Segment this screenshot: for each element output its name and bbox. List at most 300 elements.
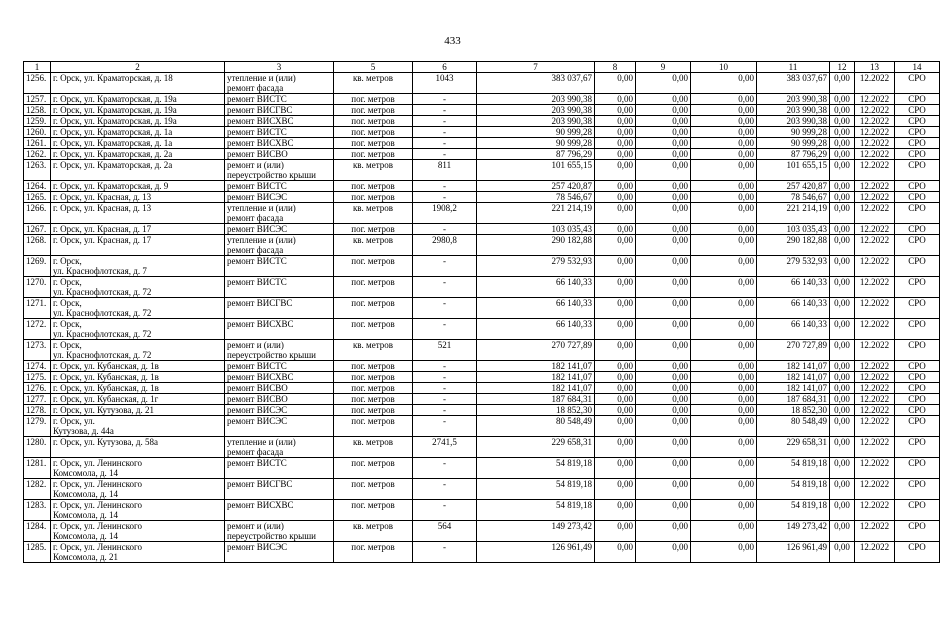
owner-funds-cell: 18 852,30 <box>757 405 830 416</box>
method-cell: СРО <box>895 340 940 361</box>
table-row <box>24 500 940 521</box>
quantity-cell: - <box>413 298 477 319</box>
method-cell: СРО <box>895 437 940 458</box>
regional-budget-cell: 0,00 <box>636 116 691 127</box>
table-row <box>24 116 940 127</box>
row-number-cell: 1276. <box>24 383 51 394</box>
total-cost-cell: 80 548,49 <box>477 416 595 437</box>
address-cell-line: г. Орск, ул. Красная, д. 17 <box>53 235 152 245</box>
work-type-cell <box>225 277 334 298</box>
owner-funds-cell: 54 819,18 <box>757 500 830 521</box>
deadline-cell: 12.2022 <box>855 405 895 416</box>
other-funds-cell: 0,00 <box>830 138 855 149</box>
address-cell <box>51 383 225 394</box>
address-cell-line: Комсомола, д. 21 <box>53 552 119 562</box>
deadline-cell: 12.2022 <box>855 127 895 138</box>
address-cell <box>51 394 225 405</box>
local-budget-cell: 0,00 <box>691 224 757 235</box>
owner-funds-cell: 203 990,38 <box>757 116 830 127</box>
other-funds-cell: 0,00 <box>830 94 855 105</box>
unit-cell: пог. метров <box>334 149 413 160</box>
quantity-cell: - <box>413 94 477 105</box>
total-cost-cell: 54 819,18 <box>477 479 595 500</box>
method-cell: СРО <box>895 405 940 416</box>
fund-cell: 0,00 <box>595 405 636 416</box>
register-table <box>23 61 940 563</box>
column-number-row <box>24 62 940 73</box>
method-cell: СРО <box>895 372 940 383</box>
deadline-cell: 12.2022 <box>855 105 895 116</box>
other-funds-cell: 0,00 <box>830 372 855 383</box>
other-funds-cell: 0,00 <box>830 319 855 340</box>
total-cost-cell: 54 819,18 <box>477 458 595 479</box>
deadline-cell: 12.2022 <box>855 340 895 361</box>
work-type-cell-line: ремонт и (или) <box>227 340 284 350</box>
deadline-cell: 12.2022 <box>855 542 895 563</box>
owner-funds-cell: 221 214,19 <box>757 203 830 224</box>
address-cell-line: г. Орск, ул. Краматорская, д. 2а <box>53 149 173 159</box>
address-cell <box>51 479 225 500</box>
quantity-cell: 2980,8 <box>413 235 477 256</box>
fund-cell: 0,00 <box>595 73 636 94</box>
table-row <box>24 542 940 563</box>
column-header: 10 <box>691 62 757 73</box>
address-cell <box>51 138 225 149</box>
address-cell-line: г. Орск, ул. Краматорская, д. 18 <box>53 73 173 83</box>
owner-funds-cell: 203 990,38 <box>757 105 830 116</box>
unit-cell: пог. метров <box>334 458 413 479</box>
work-type-cell-line: ремонт ВИСТС <box>227 256 287 266</box>
regional-budget-cell: 0,00 <box>636 340 691 361</box>
address-cell-line: г. Орск, ул. Красная, д. 13 <box>53 203 152 213</box>
quantity-cell: - <box>413 127 477 138</box>
regional-budget-cell: 0,00 <box>636 521 691 542</box>
quantity-cell: - <box>413 116 477 127</box>
other-funds-cell: 0,00 <box>830 181 855 192</box>
regional-budget-cell: 0,00 <box>636 416 691 437</box>
column-header: 13 <box>855 62 895 73</box>
work-type-cell-line: ремонт ВИСВО <box>227 394 288 404</box>
fund-cell: 0,00 <box>595 181 636 192</box>
address-cell <box>51 542 225 563</box>
regional-budget-cell: 0,00 <box>636 500 691 521</box>
quantity-cell: - <box>413 105 477 116</box>
unit-cell: пог. метров <box>334 224 413 235</box>
owner-funds-cell: 229 658,31 <box>757 437 830 458</box>
fund-cell: 0,00 <box>595 437 636 458</box>
total-cost-cell: 187 684,31 <box>477 394 595 405</box>
other-funds-cell: 0,00 <box>830 361 855 372</box>
owner-funds-cell: 78 546,67 <box>757 192 830 203</box>
quantity-cell: - <box>413 224 477 235</box>
deadline-cell: 12.2022 <box>855 319 895 340</box>
address-cell-line: Комсомола, д. 14 <box>53 510 119 520</box>
method-cell: СРО <box>895 149 940 160</box>
quantity-cell: - <box>413 416 477 437</box>
owner-funds-cell: 54 819,18 <box>757 458 830 479</box>
quantity-cell: 2741,5 <box>413 437 477 458</box>
fund-cell: 0,00 <box>595 277 636 298</box>
table-row <box>24 181 940 192</box>
work-type-cell-line: ремонт ВИСГВС <box>227 105 293 115</box>
total-cost-cell: 290 182,88 <box>477 235 595 256</box>
deadline-cell: 12.2022 <box>855 160 895 181</box>
address-cell <box>51 521 225 542</box>
column-header: 11 <box>757 62 830 73</box>
unit-cell: пог. метров <box>334 479 413 500</box>
address-cell-line: г. Орск, ул. Ленинского <box>53 500 143 510</box>
address-cell-line: г. Орск, ул. Краматорская, д. 19а <box>53 116 177 126</box>
deadline-cell: 12.2022 <box>855 372 895 383</box>
local-budget-cell: 0,00 <box>691 149 757 160</box>
work-type-cell <box>225 372 334 383</box>
quantity-cell: - <box>413 500 477 521</box>
work-type-cell <box>225 437 334 458</box>
table-row <box>24 94 940 105</box>
work-type-cell-line: ремонт фасада <box>227 213 284 223</box>
deadline-cell: 12.2022 <box>855 149 895 160</box>
method-cell: СРО <box>895 361 940 372</box>
address-cell <box>51 160 225 181</box>
other-funds-cell: 0,00 <box>830 405 855 416</box>
method-cell: СРО <box>895 224 940 235</box>
method-cell: СРО <box>895 73 940 94</box>
total-cost-cell: 257 420,87 <box>477 181 595 192</box>
quantity-cell: - <box>413 458 477 479</box>
total-cost-cell: 103 035,43 <box>477 224 595 235</box>
work-type-cell-line: утепление и (или) <box>227 235 296 245</box>
row-number-cell: 1273. <box>24 340 51 361</box>
method-cell: СРО <box>895 94 940 105</box>
unit-cell: пог. метров <box>334 361 413 372</box>
work-type-cell-line: ремонт ВИСТС <box>227 181 287 191</box>
column-header: 8 <box>595 62 636 73</box>
address-cell-line: Комсомола, д. 14 <box>53 468 119 478</box>
regional-budget-cell: 0,00 <box>636 372 691 383</box>
method-cell: СРО <box>895 181 940 192</box>
row-number-cell: 1264. <box>24 181 51 192</box>
row-number-cell: 1278. <box>24 405 51 416</box>
regional-budget-cell: 0,00 <box>636 256 691 277</box>
other-funds-cell: 0,00 <box>830 160 855 181</box>
table-row <box>24 277 940 298</box>
quantity-cell: - <box>413 542 477 563</box>
owner-funds-cell: 279 532,93 <box>757 256 830 277</box>
table-row <box>24 192 940 203</box>
quantity-cell: - <box>413 138 477 149</box>
total-cost-cell: 66 140,33 <box>477 298 595 319</box>
local-budget-cell: 0,00 <box>691 94 757 105</box>
deadline-cell: 12.2022 <box>855 437 895 458</box>
address-cell-line: г. Орск, ул. Кубанская, д. 1г <box>53 394 159 404</box>
fund-cell: 0,00 <box>595 105 636 116</box>
table-row <box>24 458 940 479</box>
work-type-cell-line: ремонт ВИСГВС <box>227 479 293 489</box>
address-cell-line: г. Орск, ул. Кутузова, д. 58а <box>53 437 158 447</box>
column-header: 5 <box>334 62 413 73</box>
fund-cell: 0,00 <box>595 361 636 372</box>
owner-funds-cell: 103 035,43 <box>757 224 830 235</box>
deadline-cell: 12.2022 <box>855 458 895 479</box>
fund-cell: 0,00 <box>595 203 636 224</box>
table-row <box>24 105 940 116</box>
address-cell-line: г. Орск, ул. Кубанская, д. 1в <box>53 361 159 371</box>
work-type-cell-line: ремонт ВИСТС <box>227 94 287 104</box>
address-cell <box>51 94 225 105</box>
regional-budget-cell: 0,00 <box>636 235 691 256</box>
local-budget-cell: 0,00 <box>691 437 757 458</box>
work-type-cell <box>225 458 334 479</box>
table-row <box>24 138 940 149</box>
regional-budget-cell: 0,00 <box>636 405 691 416</box>
row-number-cell: 1282. <box>24 479 51 500</box>
work-type-cell <box>225 149 334 160</box>
deadline-cell: 12.2022 <box>855 394 895 405</box>
address-cell <box>51 149 225 160</box>
address-cell <box>51 298 225 319</box>
address-cell-line: г. Орск, ул. Краматорская, д. 19а <box>53 105 177 115</box>
address-cell <box>51 416 225 437</box>
address-cell <box>51 256 225 277</box>
work-type-cell <box>225 181 334 192</box>
quantity-cell: 564 <box>413 521 477 542</box>
table-row <box>24 256 940 277</box>
address-cell-line: Комсомола, д. 14 <box>53 531 119 541</box>
unit-cell: пог. метров <box>334 500 413 521</box>
deadline-cell: 12.2022 <box>855 224 895 235</box>
local-budget-cell: 0,00 <box>691 277 757 298</box>
work-type-cell-line: ремонт ВИСГВС <box>227 298 293 308</box>
method-cell: СРО <box>895 105 940 116</box>
method-cell: СРО <box>895 416 940 437</box>
regional-budget-cell: 0,00 <box>636 203 691 224</box>
total-cost-cell: 101 655,15 <box>477 160 595 181</box>
fund-cell: 0,00 <box>595 416 636 437</box>
owner-funds-cell: 187 684,31 <box>757 394 830 405</box>
owner-funds-cell: 66 140,33 <box>757 319 830 340</box>
deadline-cell: 12.2022 <box>855 203 895 224</box>
local-budget-cell: 0,00 <box>691 235 757 256</box>
work-type-cell <box>225 224 334 235</box>
regional-budget-cell: 0,00 <box>636 94 691 105</box>
fund-cell: 0,00 <box>595 340 636 361</box>
local-budget-cell: 0,00 <box>691 372 757 383</box>
total-cost-cell: 270 727,89 <box>477 340 595 361</box>
regional-budget-cell: 0,00 <box>636 479 691 500</box>
address-cell-line: г. Орск, <box>53 277 82 287</box>
other-funds-cell: 0,00 <box>830 192 855 203</box>
work-type-cell-line: ремонт ВИСХВС <box>227 116 294 126</box>
deadline-cell: 12.2022 <box>855 73 895 94</box>
row-number-cell: 1269. <box>24 256 51 277</box>
owner-funds-cell: 126 961,49 <box>757 542 830 563</box>
work-type-cell <box>225 521 334 542</box>
total-cost-cell: 78 546,67 <box>477 192 595 203</box>
total-cost-cell: 90 999,28 <box>477 138 595 149</box>
table-body <box>24 73 940 563</box>
work-type-cell-line: ремонт ВИСХВС <box>227 319 294 329</box>
quantity-cell: - <box>413 149 477 160</box>
work-type-cell-line: ремонт ВИСХВС <box>227 138 294 148</box>
unit-cell: пог. метров <box>334 542 413 563</box>
address-cell-line: г. Орск, ул. Краматорская, д. 1а <box>53 127 173 137</box>
address-cell <box>51 361 225 372</box>
work-type-cell <box>225 160 334 181</box>
row-number-cell: 1277. <box>24 394 51 405</box>
work-type-cell-line: ремонт и (или) <box>227 160 284 170</box>
other-funds-cell: 0,00 <box>830 500 855 521</box>
work-type-cell-line: ремонт ВИСТС <box>227 277 287 287</box>
row-number-cell: 1257. <box>24 94 51 105</box>
deadline-cell: 12.2022 <box>855 94 895 105</box>
regional-budget-cell: 0,00 <box>636 160 691 181</box>
owner-funds-cell: 66 140,33 <box>757 298 830 319</box>
table-row <box>24 383 940 394</box>
unit-cell: пог. метров <box>334 277 413 298</box>
other-funds-cell: 0,00 <box>830 73 855 94</box>
local-budget-cell: 0,00 <box>691 416 757 437</box>
quantity-cell: - <box>413 361 477 372</box>
work-type-cell-line: утепление и (или) <box>227 203 296 213</box>
address-cell-line: ул. Краснофлотская, д. 7 <box>53 266 147 276</box>
work-type-cell-line: ремонт ВИСТС <box>227 127 287 137</box>
address-cell-line: г. Орск, ул. Ленинского <box>53 479 143 489</box>
local-budget-cell: 0,00 <box>691 458 757 479</box>
row-number-cell: 1275. <box>24 372 51 383</box>
owner-funds-cell: 54 819,18 <box>757 479 830 500</box>
column-header: 1 <box>24 62 51 73</box>
work-type-cell <box>225 340 334 361</box>
table-row <box>24 224 940 235</box>
work-type-cell-line: утепление и (или) <box>227 73 296 83</box>
method-cell: СРО <box>895 127 940 138</box>
other-funds-cell: 0,00 <box>830 203 855 224</box>
other-funds-cell: 0,00 <box>830 277 855 298</box>
local-budget-cell: 0,00 <box>691 256 757 277</box>
table-row <box>24 340 940 361</box>
owner-funds-cell: 90 999,28 <box>757 138 830 149</box>
local-budget-cell: 0,00 <box>691 340 757 361</box>
address-cell-line: г. Орск, ул. Кутузова, д. 21 <box>53 405 154 415</box>
owner-funds-cell: 80 548,49 <box>757 416 830 437</box>
address-cell <box>51 127 225 138</box>
method-cell: СРО <box>895 235 940 256</box>
regional-budget-cell: 0,00 <box>636 127 691 138</box>
work-type-cell <box>225 542 334 563</box>
fund-cell: 0,00 <box>595 319 636 340</box>
quantity-cell: - <box>413 181 477 192</box>
deadline-cell: 12.2022 <box>855 479 895 500</box>
column-header: 12 <box>830 62 855 73</box>
local-budget-cell: 0,00 <box>691 298 757 319</box>
table-row <box>24 149 940 160</box>
method-cell: СРО <box>895 500 940 521</box>
fund-cell: 0,00 <box>595 500 636 521</box>
row-number-cell: 1281. <box>24 458 51 479</box>
address-cell-line: г. Орск, ул. Краматорская, д. 1а <box>53 138 173 148</box>
work-type-cell-line: ремонт ВИСЭС <box>227 542 288 552</box>
page-number: 433 <box>444 35 461 47</box>
unit-cell: пог. метров <box>334 319 413 340</box>
regional-budget-cell: 0,00 <box>636 224 691 235</box>
other-funds-cell: 0,00 <box>830 127 855 138</box>
owner-funds-cell: 203 990,38 <box>757 94 830 105</box>
fund-cell: 0,00 <box>595 116 636 127</box>
work-type-cell-line: ремонт фасада <box>227 447 284 457</box>
local-budget-cell: 0,00 <box>691 73 757 94</box>
unit-cell: пог. метров <box>334 416 413 437</box>
deadline-cell: 12.2022 <box>855 192 895 203</box>
total-cost-cell: 66 140,33 <box>477 319 595 340</box>
method-cell: СРО <box>895 479 940 500</box>
row-number-cell: 1283. <box>24 500 51 521</box>
total-cost-cell: 18 852,30 <box>477 405 595 416</box>
other-funds-cell: 0,00 <box>830 116 855 127</box>
fund-cell: 0,00 <box>595 235 636 256</box>
unit-cell: кв. метров <box>334 340 413 361</box>
address-cell <box>51 235 225 256</box>
total-cost-cell: 229 658,31 <box>477 437 595 458</box>
row-number-cell: 1285. <box>24 542 51 563</box>
address-cell <box>51 116 225 127</box>
unit-cell: кв. метров <box>334 521 413 542</box>
deadline-cell: 12.2022 <box>855 256 895 277</box>
quantity-cell: - <box>413 383 477 394</box>
address-cell-line: г. Орск, ул. Кубанская, д. 1в <box>53 372 159 382</box>
local-budget-cell: 0,00 <box>691 160 757 181</box>
column-header: 6 <box>413 62 477 73</box>
deadline-cell: 12.2022 <box>855 361 895 372</box>
unit-cell: пог. метров <box>334 405 413 416</box>
row-number-cell: 1279. <box>24 416 51 437</box>
column-header: 7 <box>477 62 595 73</box>
method-cell: СРО <box>895 203 940 224</box>
total-cost-cell: 182 141,07 <box>477 361 595 372</box>
deadline-cell: 12.2022 <box>855 383 895 394</box>
local-budget-cell: 0,00 <box>691 500 757 521</box>
work-type-cell <box>225 116 334 127</box>
fund-cell: 0,00 <box>595 138 636 149</box>
other-funds-cell: 0,00 <box>830 383 855 394</box>
work-type-cell <box>225 500 334 521</box>
owner-funds-cell: 66 140,33 <box>757 277 830 298</box>
quantity-cell: 1043 <box>413 73 477 94</box>
address-cell-line: г. Орск, <box>53 340 82 350</box>
address-cell <box>51 405 225 416</box>
quantity-cell: - <box>413 277 477 298</box>
work-type-cell-line: ремонт ВИСЭС <box>227 405 288 415</box>
fund-cell: 0,00 <box>595 149 636 160</box>
method-cell: СРО <box>895 277 940 298</box>
regional-budget-cell: 0,00 <box>636 149 691 160</box>
unit-cell: кв. метров <box>334 437 413 458</box>
fund-cell: 0,00 <box>595 542 636 563</box>
address-cell-line: г. Орск, ул. Ленинского <box>53 542 143 552</box>
work-type-cell <box>225 394 334 405</box>
regional-budget-cell: 0,00 <box>636 277 691 298</box>
fund-cell: 0,00 <box>595 160 636 181</box>
address-cell-line: ул. Краснофлотская, д. 72 <box>53 308 152 318</box>
owner-funds-cell: 290 182,88 <box>757 235 830 256</box>
fund-cell: 0,00 <box>595 298 636 319</box>
address-cell-line: г. Орск, ул. Кубанская, д. 1в <box>53 383 159 393</box>
fund-cell: 0,00 <box>595 383 636 394</box>
address-cell-line: г. Орск, ул. Красная, д. 17 <box>53 224 152 234</box>
address-cell <box>51 372 225 383</box>
unit-cell: пог. метров <box>334 394 413 405</box>
work-type-cell <box>225 235 334 256</box>
unit-cell: пог. метров <box>334 383 413 394</box>
